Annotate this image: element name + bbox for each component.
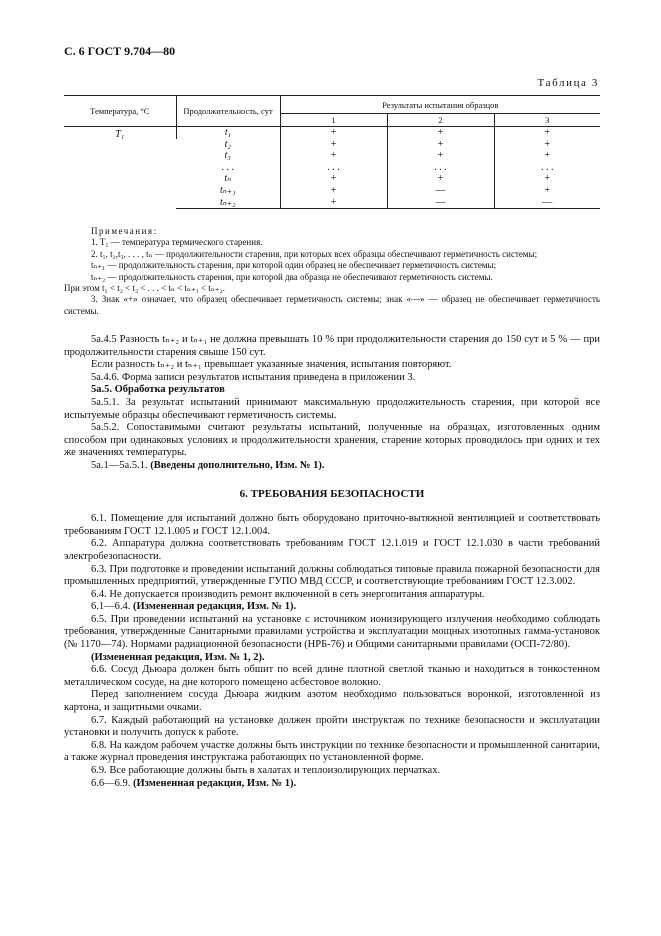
paragraph-64: 6.4. Не допускается производить ремонт включенной в сеть энергопитания аппаратуры. bbox=[91, 588, 485, 600]
header-sample-2: 2 bbox=[387, 114, 494, 127]
heading-5a5: 5а.5. Обработка результатов bbox=[91, 384, 225, 396]
paragraph-66b: Перед заполнением сосуда Дьюара жидким азотом необходимо пользоваться воронкой, изготовленной из картона, и защитными очками. bbox=[64, 689, 600, 714]
header-duration: Продолжительность, сут bbox=[176, 96, 280, 127]
amendment-note: (Измененная редакция, Изм. № 1). bbox=[133, 601, 297, 613]
result-cell: . . . bbox=[494, 162, 600, 174]
page-header: С. 6 ГОСТ 9.704—80 bbox=[64, 44, 176, 58]
paragraph-5a45b: Если разность tₙ₊₂ и tₙ₊₁ превышает указанные значения, испытания повторяют. bbox=[91, 359, 452, 371]
paragraph-67: 6.7. Каждый работающий на установке должен пройти инструктаж по технике безопасности и эксплуатации установки и получить допуск к работе. bbox=[64, 714, 600, 739]
table-caption: Таблица 3 bbox=[537, 77, 599, 89]
amendment-note: (Введены дополнительно, Изм. № 1). bbox=[150, 459, 325, 471]
duration-cell: tₙ bbox=[224, 173, 232, 185]
paragraph-66: 6.6. Сосуд Дьюара должен быть обшит по всей длине плотной светлой тканью и находиться в тонкостенном металлическом сосуде, на дне которого помещено асбестовое волокно. bbox=[64, 664, 600, 688]
result-cell: + bbox=[280, 197, 387, 209]
duration-cell: tₙ₊₂ bbox=[176, 197, 280, 209]
result-cell: — bbox=[494, 197, 600, 209]
paragraph-65: 6.5. При проведении испытаний на установке с источником ионизирующего излучения необходимо соблюдать требования, утвержденные Санитарными правилами устройства и эксплуатации мощных изотопных гамма-установок (№ 1170—74). Нормами радиационной безопасности (НРБ-76) и Общими санитарными правилами (ОСП-72/80). bbox=[64, 613, 600, 651]
body-text bbox=[64, 334, 600, 790]
result-cell: + bbox=[280, 185, 387, 197]
results-table bbox=[64, 95, 600, 209]
result-cell: — bbox=[387, 197, 494, 209]
paragraph-61-64-amendment bbox=[64, 601, 600, 614]
duration-cell: . . . bbox=[221, 161, 234, 173]
note-2: 2. t₁, t₂,t₃, . . . , tₙ — продолжительности старения, при которых всех образцы обеспечивают герметичность системы; bbox=[91, 248, 538, 259]
paragraph-63: 6.3. При подготовке и проведении испытаний должны соблюдаться типовые правила пожарной безопасности для промышленных предприятий, утвержденные ГУПО МВД СССР, и соответствующие требованиям ГОСТ 12.3.002. bbox=[64, 563, 600, 588]
paragraph-68: 6.8. На каждом рабочем участке должны быть инструкции по технике безопасности и промышленной санитарии, а также журнал проведения инструктажа работающих по установленной форме. bbox=[64, 739, 600, 764]
table-row bbox=[64, 127, 600, 139]
result-cell: + bbox=[280, 127, 387, 139]
result-cell: + bbox=[494, 185, 600, 197]
notes-block bbox=[64, 226, 600, 317]
paragraph-5a45: 5а.4.5 Разность tₙ₊₂ и tₙ₊₁ не должна превышать 10 % при продолжительности старения до 150 сут и 5 % — при продолжительности старения свыше 150 сут. bbox=[64, 334, 600, 358]
result-cell: + bbox=[494, 127, 600, 139]
result-cell: + bbox=[280, 173, 387, 185]
paragraph-5a52: 5а.5.2. Сопоставимыми считают результаты испытаний, полученные на образцах, изготовленных одним способом при одинаковых условиях и продолжительности хранения, старение которых проводилось при одних и тех же значениях температуры. bbox=[64, 422, 600, 459]
paragraph-61: 6.1. Помещение для испытаний должно быть оборудовано приточно-вытяжной вентиляцией и соответствовать требованиям ГОСТ 12.1.005 и ГОСТ 12.1.004. bbox=[64, 513, 600, 537]
amendment-prefix: 5а.1—5а.5.1. bbox=[91, 459, 151, 471]
section-6-title: 6. ТРЕБОВАНИЯ БЕЗОПАСНОСТИ bbox=[239, 487, 425, 500]
result-cell: + bbox=[494, 139, 600, 151]
result-cell: — bbox=[387, 185, 494, 197]
duration-cell: tₙ₊₁ bbox=[219, 184, 236, 196]
note-3: 3. Знак «+» означает, что образец обеспечивает герметичность системы; знак «—» — образец не обеспечивает герметичность системы. bbox=[64, 294, 600, 316]
amendment-prefix: 6.6—6.9. bbox=[91, 777, 133, 789]
note-1: 1. T₁ — температура термического старения. bbox=[91, 237, 263, 248]
duration-cell: t₁ bbox=[176, 127, 280, 139]
result-cell: + bbox=[387, 127, 494, 139]
duration-cell: t₃ bbox=[224, 150, 231, 162]
result-cell: + bbox=[494, 173, 600, 185]
header-results: Результаты испытания образцов bbox=[280, 96, 600, 114]
header-sample-3: 3 bbox=[494, 114, 600, 127]
paragraph-5a46: 5а.4.6. Форма записи результатов испытания приведена в приложении 3. bbox=[91, 371, 416, 383]
header-temperature: Температура, °С bbox=[64, 96, 176, 127]
header-sample-1: 1 bbox=[280, 114, 387, 127]
paragraph-5a51: 5а.5.1. За результат испытаний принимают максимальную продолжительность старения, при которой все испытуемые образцы обеспечивают герметичность системы. bbox=[64, 396, 600, 421]
result-cell: + bbox=[387, 173, 494, 185]
result-cell: + bbox=[280, 150, 387, 162]
result-cell: + bbox=[494, 150, 600, 162]
duration-cell: t₂ bbox=[224, 138, 231, 150]
notes-title: Примечания: bbox=[91, 226, 158, 236]
result-cell: + bbox=[387, 150, 494, 162]
paragraph-5a1-amendment bbox=[64, 460, 600, 473]
result-cell: + bbox=[387, 139, 494, 151]
paragraph-66-69-amendment bbox=[64, 778, 600, 791]
temperature-cell: T₁ bbox=[115, 129, 125, 140]
paragraph-69: 6.9. Все работающие должны быть в халатах и теплоизолирующих перчатках. bbox=[91, 765, 441, 776]
note-2b: tₙ₊₂ — продолжительность старения, при которой два образца не обеспечивают герметичность системы. bbox=[91, 271, 493, 282]
amendment-prefix: 6.1—6.4. bbox=[91, 601, 133, 613]
note-2c: При этом t₁ < t₂ < t₃ < . . . < tₙ < tₙ₊₁ < tₙ₊₂. bbox=[64, 283, 225, 294]
amendment-note: (Измененная редакция, Изм. № 1). bbox=[133, 777, 297, 789]
paragraph-62: 6.2. Аппаратура должна соответствовать требованиям ГОСТ 12.1.019 и ГОСТ 12.1.030 в части требований электробезопасности. bbox=[64, 538, 600, 562]
result-cell: . . . bbox=[387, 162, 494, 174]
result-cell: . . . bbox=[280, 162, 387, 174]
result-cell: + bbox=[280, 139, 387, 151]
note-2a: tₙ₊₁ — продолжительность старения, при которой один образец не обеспечивает герметичность системы; bbox=[91, 260, 497, 271]
amendment-note-65: (Измененная редакция, Изм. № 1, 2). bbox=[91, 651, 265, 663]
